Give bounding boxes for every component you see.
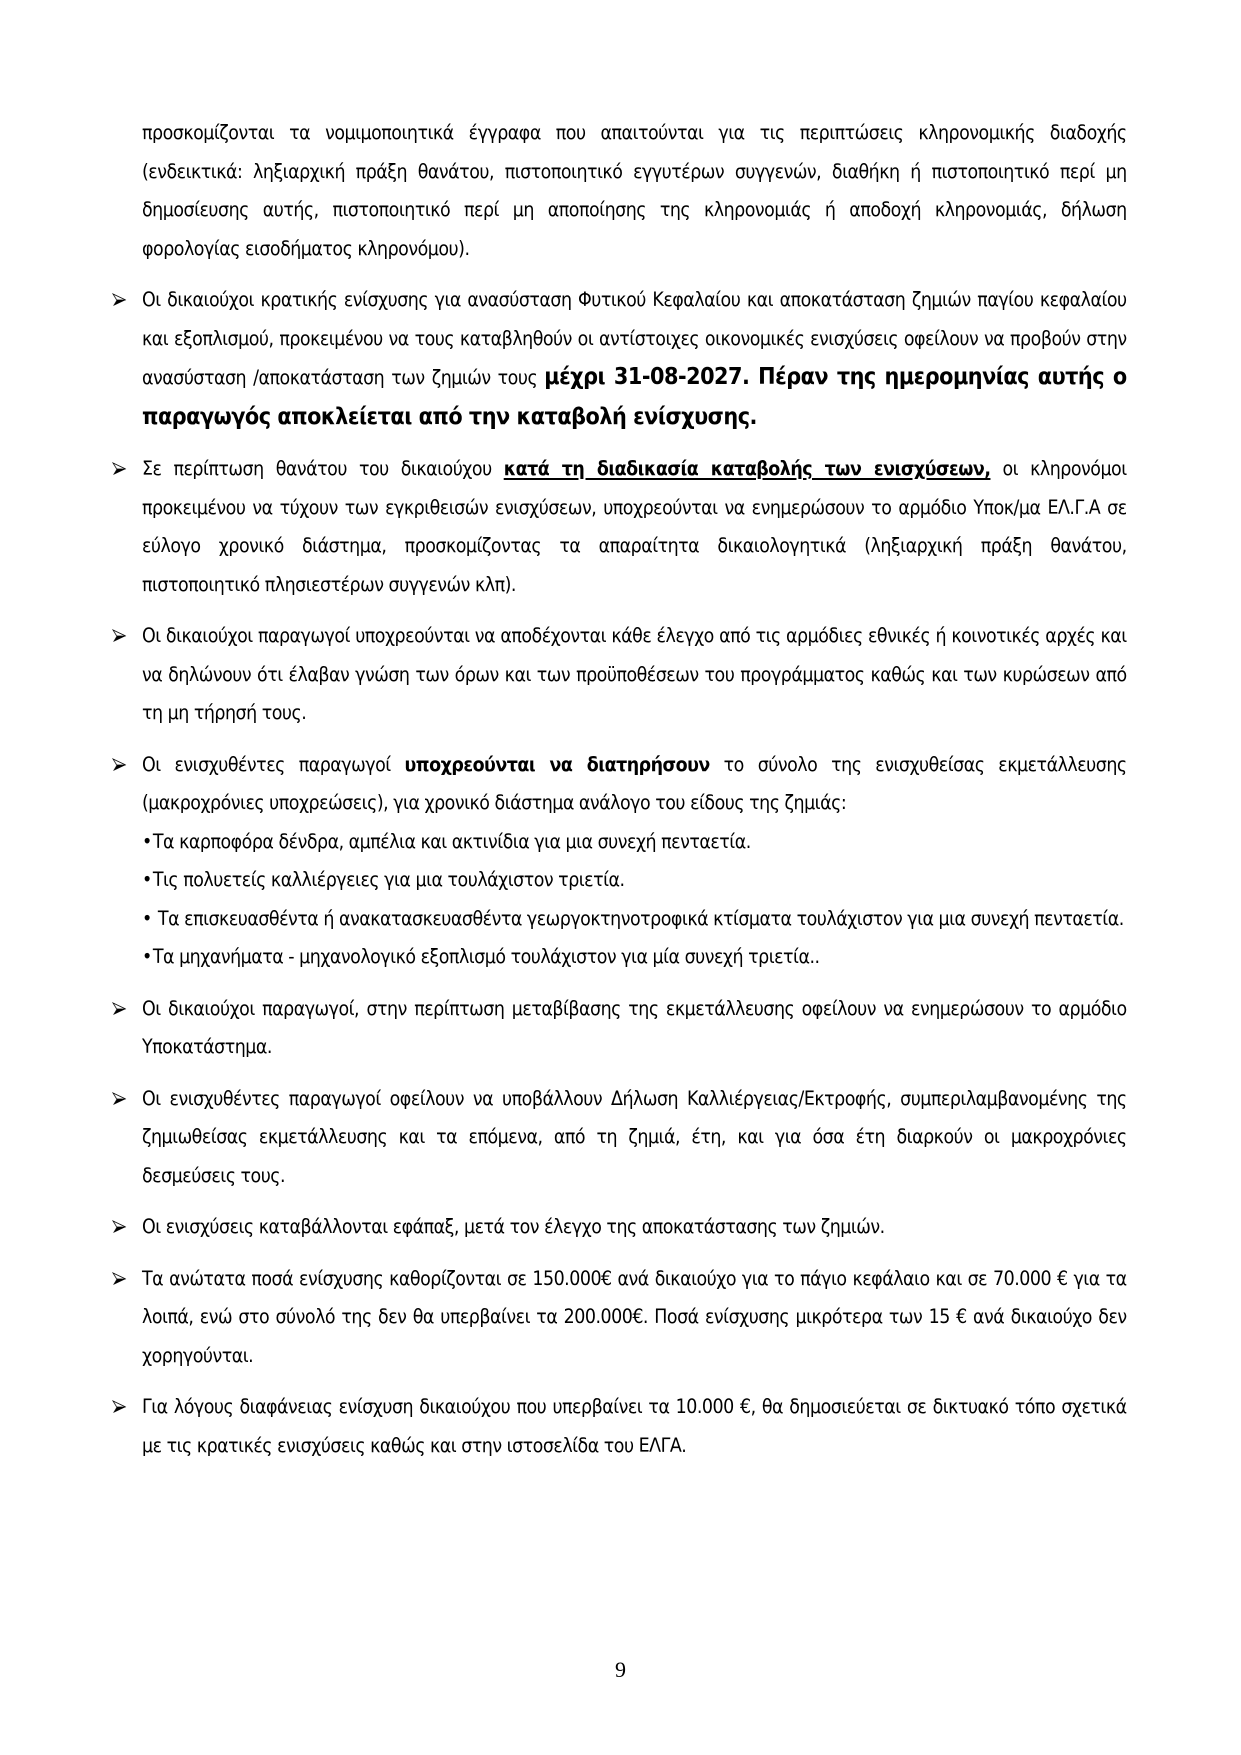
page-number: 9	[615, 1657, 626, 1682]
arrow-bullet-icon	[112, 1400, 126, 1414]
arrow-bullet-icon	[112, 462, 126, 476]
list-item	[142, 990, 1127, 1067]
list-item	[142, 450, 1127, 604]
list-item	[142, 1080, 1127, 1196]
arrow-bullet-icon	[112, 1220, 126, 1234]
arrow-bullet-icon	[112, 1272, 126, 1286]
arrow-bullet-icon	[112, 1092, 126, 1106]
emphasis-bold-text: υποχρεούνται να διατηρήσουν	[404, 752, 710, 776]
page-body	[142, 114, 1127, 1465]
item-text: Οι ενισχύσεις καταβάλλονται εφάπαξ, μετά τον έλεγχο της αποκατάστασης των ζημιών.	[142, 1215, 885, 1238]
bullet-dot-icon: •	[142, 945, 152, 968]
sub-list-item: •Τα μηχανήματα - μηχανολογικό εξοπλισμό τουλάχιστον για μία συνεχή τριετία..	[142, 938, 1127, 977]
item-text: Τα ανώτατα ποσά ενίσχυσης καθορίζονται σε 150.000€ ανά δικαιούχο για το πάγιο κεφάλαιο και σε 70.000 € για τα λοιπά, ενώ στο σύνολό της δεν θα υπερβαίνει τα 200.000€. Ποσά ενίσχυσης μικρότερα των 15 € ανά δικαιούχο δεν χορηγούνται.	[142, 1266, 1127, 1367]
arrow-bullet-icon	[112, 293, 126, 307]
bullet-dot-icon: •	[142, 906, 152, 930]
item-text: Οι δικαιούχοι κρατικής ενίσχυσης για ανασύσταση Φυτικού Κεφαλαίου και αποκατάσταση ζημιών παγίου κεφαλαίου και εξοπλισμού, προκειμένου να τους καταβληθούν οι αντίστοιχες οικονομικές ενισχύσεις οφείλουν να προβούν στην ανασύσταση /αποκατάσταση των ζημιών τους	[142, 288, 1127, 389]
intro-paragraph: προσκομίζονται τα νομιμοποιητικά έγγραφα που απαιτούνται για τις περιπτώσεις κληρονομικής διαδοχής (ενδεικτικά: ληξιαρχική πράξη θανάτου, πιστοποιητικό εγγυτέρων συγγενών, διαθήκη ή πιστοποιητικό περί μη δημοσίευσης αυτής, πιστοποιητικό περί μη αποποίησης της κληρονομιάς ή αποδοχή κληρονομιάς, δήλωση φορολογίας εισοδήματος κληρονόμου).	[142, 121, 1127, 260]
sub-list-item: •Τα καρποφόρα δένδρα, αμπέλια και ακτινίδια για μια συνεχή πενταετία.	[142, 823, 1127, 862]
list-item	[142, 1260, 1127, 1376]
item-text: Οι δικαιούχοι παραγωγοί υποχρεούνται να αποδέχονται κάθε έλεγχο από τις αρμόδιες εθνικές ή κοινοτικές αρχές και να δηλώνουν ότι έλαβαν γνώση των όρων και των προϋποθέσεων του προγράμματος καθώς και των κυρώσεων από τη μη τήρησή τους.	[142, 624, 1127, 724]
sub-list-item: • Τα επισκευασθέντα ή ανακατασκευασθέντα γεωργοκτηνοτροφικά κτίσματα τουλάχιστον για μια συνεχή πενταετία.	[142, 900, 1127, 939]
item-text: Για λόγους διαφάνειας ενίσχυση δικαιούχου που υπερβαίνει τα 10.000 €, θα δημοσιεύεται σε δικτυακό τόπο σχετικά με τις κρατικές ενισχύσεις καθώς και στην ιστοσελίδα του ΕΛΓΑ.	[142, 1395, 1127, 1457]
sub-list-item: •Τις πολυετείς καλλιέργειες για μια τουλάχιστον τριετία.	[142, 861, 1127, 900]
list-item	[142, 1388, 1127, 1465]
arrow-bullet-icon	[112, 1002, 126, 1016]
list-item	[142, 746, 1127, 977]
item-text: Οι ενισχυθέντες παραγωγοί	[142, 752, 405, 776]
item-text: Οι ενισχυθέντες παραγωγοί οφείλουν να υποβάλλουν Δήλωση Καλλιέργειας/Εκτροφής, συμπεριλαμβανομένης της ζημιωθείσας εκμετάλλευσης και τα επόμενα, από τη ζημιά, έτη, και για όσα έτη διαρκούν οι μακροχρόνιες δεσμεύσεις τους.	[142, 1086, 1127, 1187]
bullet-dot-icon: •	[142, 868, 152, 891]
deadline-bold-text: μέχρι 31-08-2027. Πέραν της ημερομηνίας αυτής ο παραγωγός αποκλείεται από την καταβολή ενίσχυσης.	[142, 364, 1127, 430]
emphasis-underlined-text: κατά τη διαδικασία καταβολής των ενισχύσεων,	[503, 457, 991, 480]
arrow-bullet-icon	[112, 758, 126, 772]
list-item	[142, 281, 1127, 437]
item-text: το σύνολο της ενισχυθείσας εκμετάλλευσης (μακροχρόνιες υποχρεώσεις), για χρονικό διάστημα ανάλογο του είδους της ζημιάς:	[142, 752, 1127, 814]
arrow-bullet-icon	[112, 629, 126, 643]
item-text: Σε περίπτωση θανάτου του δικαιούχου	[142, 457, 504, 480]
item-text: οι κληρονόμοι προκειμένου να τύχουν των εγκριθεισών ενισχύσεων, υποχρεούνται να ενημερώσουν το αρμόδιο Υποκ/μα ΕΛ.Γ.Α σε εύλογο χρονικό διάστημα, προσκομίζοντας τα απαραίτητα δικαιολογητικά (ληξιαρχική πράξη θανάτου, πιστοποιητικό πλησιεστέρων συγγενών κλπ).	[142, 457, 1127, 596]
item-text: Οι δικαιούχοι παραγωγοί, στην περίπτωση μεταβίβασης της εκμετάλλευσης οφείλουν να ενημερώσουν το αρμόδιο Υποκατάστημα.	[142, 996, 1127, 1058]
bullet-dot-icon: •	[142, 829, 152, 853]
list-item	[142, 617, 1127, 733]
list-item	[142, 1208, 1127, 1247]
